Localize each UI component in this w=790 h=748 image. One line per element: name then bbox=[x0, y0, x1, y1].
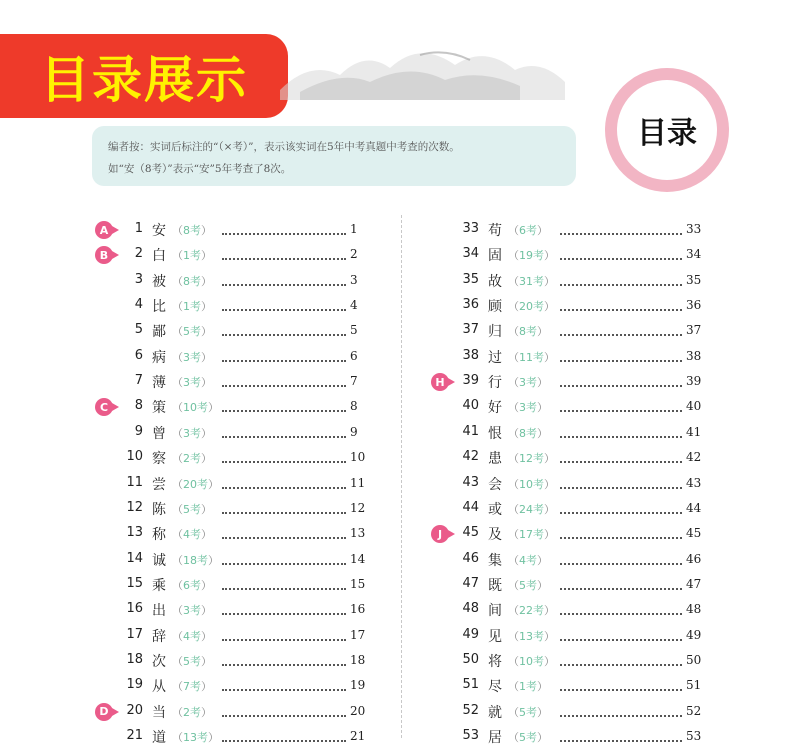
page-number: 10 bbox=[350, 450, 366, 465]
exam-count: （6考） bbox=[172, 578, 212, 592]
toc-entry[interactable] bbox=[0, 320, 790, 342]
entry-character: 察 bbox=[152, 451, 166, 468]
exam-count-value: 17考 bbox=[519, 528, 544, 542]
entry-character: 将 bbox=[488, 653, 502, 670]
exam-count: （10考） bbox=[172, 401, 219, 415]
toc-entry[interactable] bbox=[0, 599, 790, 621]
page-number: 48 bbox=[686, 602, 702, 617]
exam-count-value: 24考 bbox=[519, 502, 544, 516]
entry-character: 陈 bbox=[152, 501, 166, 518]
entry-character: 故 bbox=[488, 273, 502, 290]
exam-count-value: 6考 bbox=[183, 578, 201, 592]
entry-number: 34 bbox=[462, 246, 479, 262]
entry-number: 45 bbox=[462, 525, 479, 541]
entry-character: 尝 bbox=[152, 476, 166, 493]
exam-count: （31考） bbox=[508, 274, 555, 288]
entry-number: 8 bbox=[134, 398, 143, 414]
page-number: 20 bbox=[350, 703, 366, 718]
entry-number: 33 bbox=[462, 221, 479, 236]
dot-leader bbox=[560, 400, 682, 412]
entry-number: 3 bbox=[134, 271, 143, 287]
entry-number: 20 bbox=[126, 702, 143, 718]
toc-entry[interactable] bbox=[0, 498, 790, 520]
entry-character: 患 bbox=[488, 451, 502, 468]
page-number: 14 bbox=[350, 551, 366, 566]
promo-banner bbox=[0, 34, 288, 118]
entry-character: 就 bbox=[488, 704, 502, 721]
dot-leader bbox=[560, 350, 682, 362]
entry-character: 过 bbox=[488, 349, 502, 366]
toc-entry[interactable] bbox=[0, 574, 790, 596]
banner-title: 目录展示 bbox=[40, 51, 248, 109]
entry-character: 被 bbox=[152, 273, 166, 290]
dot-leader bbox=[560, 553, 682, 565]
entry-character: 恨 bbox=[488, 425, 502, 442]
exam-count: （3考） bbox=[172, 376, 212, 390]
exam-count-value: 3考 bbox=[183, 350, 201, 364]
exam-count-value: 3考 bbox=[183, 426, 201, 440]
exam-count: （5考） bbox=[508, 705, 548, 719]
page-number: 1 bbox=[350, 222, 358, 236]
entry-character: 及 bbox=[488, 527, 502, 544]
page-number: 19 bbox=[350, 678, 366, 693]
entry-number: 1 bbox=[134, 221, 143, 236]
letter-badge: B bbox=[95, 246, 113, 264]
exam-count: （4考） bbox=[508, 553, 548, 567]
page-number: 41 bbox=[686, 424, 702, 439]
entry-character: 白 bbox=[152, 248, 166, 265]
entry-character: 次 bbox=[152, 653, 166, 670]
exam-count-value: 2考 bbox=[183, 705, 201, 719]
page-number: 6 bbox=[350, 348, 358, 363]
exam-count-value: 13考 bbox=[183, 731, 208, 744]
entry-character: 顾 bbox=[488, 299, 502, 316]
exam-count: （3考） bbox=[172, 604, 212, 618]
dot-leader bbox=[560, 299, 682, 311]
page-number: 34 bbox=[686, 247, 702, 262]
page-number: 18 bbox=[350, 652, 366, 667]
page-number: 40 bbox=[686, 399, 702, 414]
exam-count: （13考） bbox=[172, 731, 219, 744]
letter-badge: A bbox=[95, 221, 113, 239]
page-number: 45 bbox=[686, 526, 702, 541]
page-number: 46 bbox=[686, 551, 702, 566]
toc-entry[interactable] bbox=[0, 396, 790, 418]
entry-number: 12 bbox=[126, 499, 143, 515]
dot-leader bbox=[560, 502, 682, 514]
entry-number: 42 bbox=[462, 449, 479, 465]
entry-number: 48 bbox=[462, 601, 479, 617]
exam-count: （18考） bbox=[172, 553, 219, 567]
exam-count: （4考） bbox=[172, 528, 212, 542]
page-number: 17 bbox=[350, 627, 366, 642]
entry-character: 间 bbox=[488, 603, 502, 620]
page-number: 47 bbox=[686, 576, 702, 591]
exam-count-value: 4考 bbox=[183, 528, 201, 542]
exam-count: （8考） bbox=[172, 274, 212, 288]
exam-count: （3考） bbox=[508, 376, 548, 390]
page-number: 13 bbox=[350, 526, 366, 541]
page-number: 35 bbox=[686, 272, 702, 287]
exam-count-value: 5考 bbox=[519, 705, 537, 719]
page-number: 21 bbox=[350, 729, 366, 743]
dot-leader bbox=[560, 274, 682, 286]
exam-count-value: 20考 bbox=[183, 477, 208, 491]
dot-leader bbox=[560, 679, 682, 691]
entry-number: 49 bbox=[462, 626, 479, 642]
page-number: 50 bbox=[686, 652, 702, 667]
entry-character: 安 bbox=[152, 223, 166, 239]
letter-badge: D bbox=[95, 703, 113, 721]
page-number: 5 bbox=[350, 323, 358, 338]
ink-mountains-illustration bbox=[270, 20, 570, 115]
entry-number: 38 bbox=[462, 347, 479, 363]
exam-count: （19考） bbox=[508, 249, 555, 263]
entry-number: 21 bbox=[126, 728, 143, 743]
dot-leader bbox=[560, 578, 682, 590]
exam-count-value: 8考 bbox=[183, 224, 201, 237]
entry-character: 苟 bbox=[488, 223, 502, 239]
toc-entry[interactable] bbox=[0, 675, 790, 697]
entry-character: 辞 bbox=[152, 628, 166, 645]
exam-count: （10考） bbox=[508, 477, 555, 491]
entry-number: 19 bbox=[126, 677, 143, 693]
exam-count-value: 19考 bbox=[519, 249, 544, 263]
exam-count: （1考） bbox=[508, 680, 548, 694]
exam-count-value: 2考 bbox=[183, 452, 201, 466]
entry-character: 曾 bbox=[152, 425, 166, 442]
page-number: 15 bbox=[350, 576, 366, 591]
page-number: 53 bbox=[686, 729, 702, 743]
entry-number: 37 bbox=[462, 322, 479, 338]
page-number: 51 bbox=[686, 678, 702, 693]
exam-count-value: 8考 bbox=[183, 274, 201, 288]
exam-count-value: 1考 bbox=[183, 300, 201, 314]
exam-count: （2考） bbox=[172, 705, 212, 719]
page-number: 52 bbox=[686, 703, 702, 718]
exam-count-value: 1考 bbox=[519, 680, 537, 694]
dot-leader bbox=[560, 426, 682, 438]
page-number: 16 bbox=[350, 602, 366, 617]
entry-character: 薄 bbox=[152, 375, 166, 392]
exam-count: （1考） bbox=[172, 300, 212, 314]
exam-count: （20考） bbox=[172, 477, 219, 491]
exam-count-value: 20考 bbox=[519, 300, 544, 314]
exam-count-value: 1考 bbox=[183, 249, 201, 263]
entry-number: 46 bbox=[462, 550, 479, 566]
letter-badge: J bbox=[431, 525, 449, 543]
exam-count: （3考） bbox=[172, 426, 212, 440]
page-number: 39 bbox=[686, 374, 702, 389]
exam-count: （5考） bbox=[172, 654, 212, 668]
entry-character: 诚 bbox=[152, 552, 166, 569]
exam-count: （3考） bbox=[172, 350, 212, 364]
exam-count-value: 4考 bbox=[519, 553, 537, 567]
exam-count: （6考） bbox=[508, 224, 548, 237]
exam-count-value: 10考 bbox=[519, 477, 544, 491]
dot-leader bbox=[560, 477, 682, 489]
exam-count-value: 3考 bbox=[183, 604, 201, 618]
exam-count-value: 4考 bbox=[183, 629, 201, 643]
exam-count-value: 5考 bbox=[183, 654, 201, 668]
entry-character: 策 bbox=[152, 400, 166, 417]
entry-number: 11 bbox=[126, 474, 143, 490]
exam-count: （20考） bbox=[508, 300, 555, 314]
exam-count: （5考） bbox=[508, 731, 548, 744]
dot-leader bbox=[560, 730, 682, 742]
page-number: 49 bbox=[686, 627, 702, 642]
page-number: 36 bbox=[686, 298, 702, 313]
entry-character: 行 bbox=[488, 375, 502, 392]
exam-count: （10考） bbox=[508, 654, 555, 668]
exam-count: （8考） bbox=[508, 325, 548, 339]
entry-number: 18 bbox=[126, 651, 143, 667]
dot-leader bbox=[560, 324, 682, 336]
dot-leader bbox=[560, 603, 682, 615]
entry-character: 尽 bbox=[488, 679, 502, 696]
entry-number: 39 bbox=[462, 373, 479, 389]
exam-count-value: 22考 bbox=[519, 604, 544, 618]
page-number: 43 bbox=[686, 475, 702, 490]
entry-number: 7 bbox=[134, 373, 143, 389]
entry-character: 居 bbox=[488, 730, 502, 746]
exam-count: （5考） bbox=[508, 578, 548, 592]
exam-count-value: 6考 bbox=[519, 224, 537, 237]
entry-character: 或 bbox=[488, 501, 502, 518]
editor-note bbox=[92, 126, 576, 186]
entry-number: 47 bbox=[462, 575, 479, 591]
toc-entry[interactable] bbox=[0, 549, 790, 571]
dot-leader bbox=[560, 654, 682, 666]
entry-character: 好 bbox=[488, 400, 502, 417]
exam-count: （22考） bbox=[508, 604, 555, 618]
catalog-title: 目录 bbox=[637, 116, 697, 151]
entry-number: 2 bbox=[134, 246, 143, 262]
page-number: 7 bbox=[350, 374, 358, 389]
entry-character: 归 bbox=[488, 324, 502, 341]
exam-count-value: 10考 bbox=[183, 401, 208, 415]
exam-count: （1考） bbox=[172, 249, 212, 263]
letter-badge: C bbox=[95, 398, 113, 416]
exam-count: （3考） bbox=[508, 401, 548, 415]
page-number: 3 bbox=[350, 272, 358, 287]
exam-count-value: 5考 bbox=[519, 731, 537, 744]
exam-count-value: 7考 bbox=[183, 680, 201, 694]
toc-entry[interactable] bbox=[0, 523, 790, 545]
page-number: 8 bbox=[350, 399, 358, 414]
exam-count-value: 3考 bbox=[519, 401, 537, 415]
entry-character: 既 bbox=[488, 577, 502, 594]
exam-count: （17考） bbox=[508, 528, 555, 542]
entry-number: 4 bbox=[134, 297, 143, 313]
entry-character: 从 bbox=[152, 679, 166, 696]
exam-count: （2考） bbox=[172, 452, 212, 466]
dot-leader bbox=[560, 705, 682, 717]
entry-character: 集 bbox=[488, 552, 502, 569]
entry-character: 会 bbox=[488, 476, 502, 493]
exam-count-value: 5考 bbox=[519, 578, 537, 592]
toc-entry[interactable] bbox=[0, 726, 790, 748]
dot-leader bbox=[560, 248, 682, 260]
entry-number: 9 bbox=[134, 423, 143, 439]
catalog-seal bbox=[605, 68, 729, 192]
page-number: 9 bbox=[350, 424, 358, 439]
entry-number: 43 bbox=[462, 474, 479, 490]
toc-entry[interactable] bbox=[0, 295, 790, 317]
exam-count-value: 31考 bbox=[519, 274, 544, 288]
exam-count: （8考） bbox=[508, 426, 548, 440]
exam-count: （7考） bbox=[172, 680, 212, 694]
dot-leader bbox=[560, 375, 682, 387]
entry-number: 44 bbox=[462, 499, 479, 515]
entry-number: 50 bbox=[462, 651, 479, 667]
entry-number: 36 bbox=[462, 297, 479, 313]
entry-number: 52 bbox=[462, 702, 479, 718]
letter-badge: H bbox=[431, 373, 449, 391]
exam-count-value: 3考 bbox=[183, 376, 201, 390]
exam-count: （8考） bbox=[172, 224, 212, 237]
exam-count-value: 11考 bbox=[519, 350, 544, 364]
entry-character: 乘 bbox=[152, 577, 166, 594]
entry-character: 道 bbox=[152, 730, 166, 746]
toc-entry[interactable] bbox=[0, 473, 790, 495]
exam-count-value: 5考 bbox=[183, 325, 201, 339]
entry-number: 5 bbox=[134, 322, 143, 338]
page-number: 44 bbox=[686, 500, 702, 515]
exam-count: （5考） bbox=[172, 325, 212, 339]
toc-entry[interactable] bbox=[0, 701, 790, 723]
entry-character: 见 bbox=[488, 628, 502, 645]
entry-number: 13 bbox=[126, 525, 143, 541]
dot-leader bbox=[560, 451, 682, 463]
exam-count-value: 8考 bbox=[519, 426, 537, 440]
entry-number: 51 bbox=[462, 677, 479, 693]
toc-entry[interactable] bbox=[0, 650, 790, 672]
toc-entry[interactable] bbox=[0, 422, 790, 444]
toc-entry[interactable] bbox=[0, 346, 790, 368]
entry-character: 固 bbox=[488, 248, 502, 265]
entry-number: 41 bbox=[462, 423, 479, 439]
entry-character: 称 bbox=[152, 527, 166, 544]
entry-number: 53 bbox=[462, 728, 479, 743]
exam-count-value: 8考 bbox=[519, 325, 537, 339]
exam-count-value: 12考 bbox=[519, 452, 544, 466]
dot-leader bbox=[560, 629, 682, 641]
dot-leader bbox=[560, 223, 682, 235]
page-number: 38 bbox=[686, 348, 702, 363]
page-number: 42 bbox=[686, 450, 702, 465]
entry-number: 15 bbox=[126, 575, 143, 591]
toc-entry[interactable] bbox=[0, 219, 790, 241]
page-number: 12 bbox=[350, 500, 366, 515]
page-number: 33 bbox=[686, 222, 702, 236]
toc-entry[interactable] bbox=[0, 270, 790, 292]
page-number: 11 bbox=[350, 475, 366, 490]
entry-number: 17 bbox=[126, 626, 143, 642]
exam-count: （13考） bbox=[508, 629, 555, 643]
dot-leader bbox=[560, 527, 682, 539]
entry-number: 10 bbox=[126, 449, 143, 465]
exam-count-value: 13考 bbox=[519, 629, 544, 643]
editor-note-line: 编者按：实词后标注的“（×考）”，表示该实词在5年中考真题中考查的次数。 bbox=[108, 141, 460, 153]
entry-character: 比 bbox=[152, 299, 166, 316]
entry-number: 14 bbox=[126, 550, 143, 566]
entry-character: 鄙 bbox=[152, 324, 166, 341]
exam-count-value: 18考 bbox=[183, 553, 208, 567]
exam-count: （5考） bbox=[172, 502, 212, 516]
exam-count-value: 5考 bbox=[183, 502, 201, 516]
page-number: 37 bbox=[686, 323, 702, 338]
entry-number: 40 bbox=[462, 398, 479, 414]
exam-count: （24考） bbox=[508, 502, 555, 516]
entry-character: 当 bbox=[152, 704, 166, 721]
exam-count: （11考） bbox=[508, 350, 555, 364]
entry-number: 6 bbox=[134, 347, 143, 363]
page-number: 4 bbox=[350, 298, 358, 313]
entry-character: 病 bbox=[152, 349, 166, 366]
editor-note-line: 如“安（8考）”表示“安”5年考查了8次。 bbox=[108, 163, 292, 175]
exam-count-value: 10考 bbox=[519, 654, 544, 668]
exam-count-value: 3考 bbox=[519, 376, 537, 390]
exam-count: （4考） bbox=[172, 629, 212, 643]
toc-entry[interactable] bbox=[0, 244, 790, 266]
entry-character: 出 bbox=[152, 603, 166, 620]
toc-entry[interactable] bbox=[0, 447, 790, 469]
entry-number: 16 bbox=[126, 601, 143, 617]
entry-number: 35 bbox=[462, 271, 479, 287]
toc-entry[interactable] bbox=[0, 625, 790, 647]
page-number: 2 bbox=[350, 247, 358, 262]
toc-entry[interactable] bbox=[0, 371, 790, 393]
exam-count: （12考） bbox=[508, 452, 555, 466]
